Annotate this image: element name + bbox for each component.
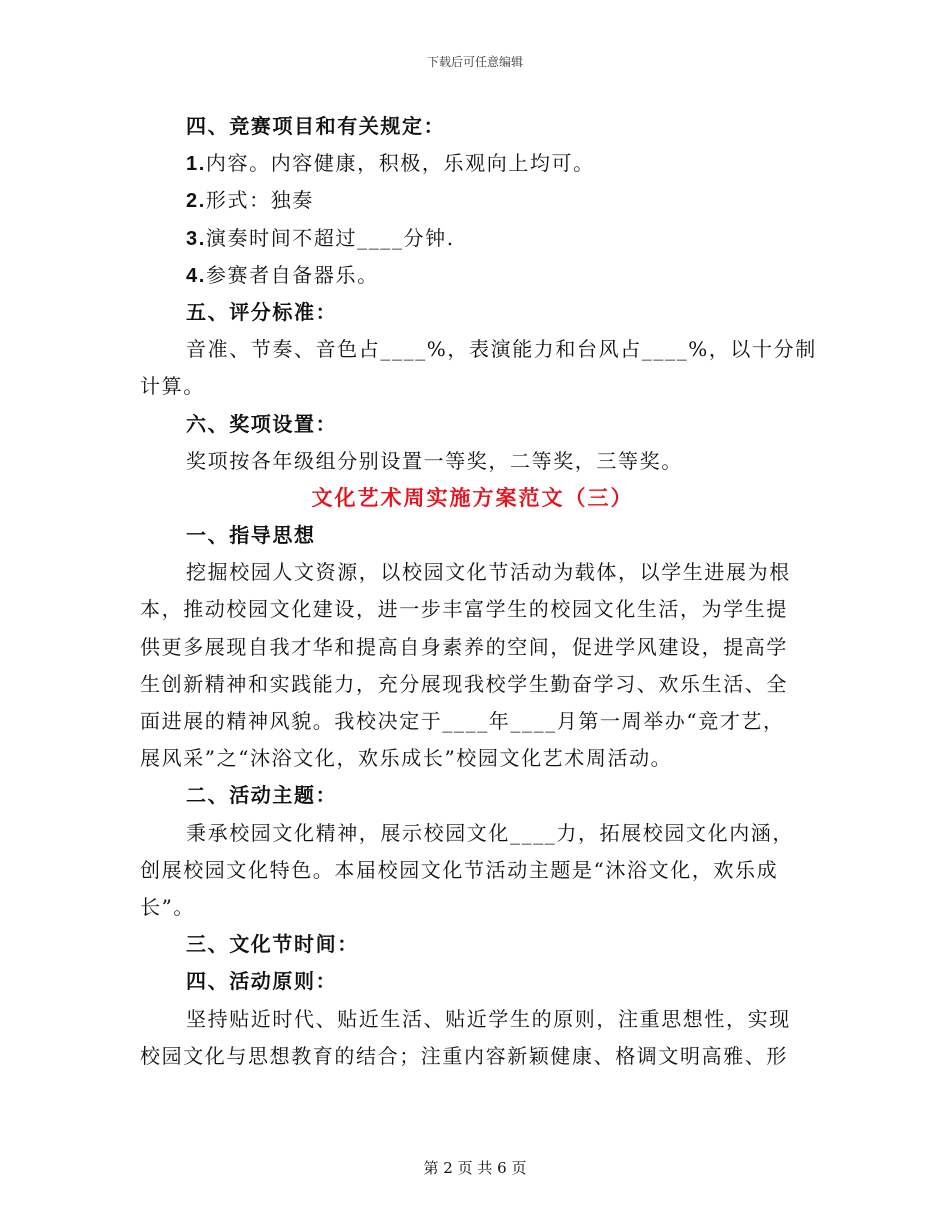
section-heading: 四、竞赛项目和有关规定： bbox=[186, 114, 446, 138]
section-heading: 五、评分标准： bbox=[186, 299, 338, 324]
paragraph-line: 校园文化与思想教育的结合；注重内容新颖健康、格调文明高雅、形 bbox=[140, 1043, 788, 1068]
section-heading: 一、指导思想 bbox=[186, 523, 316, 548]
document-body bbox=[140, 108, 817, 1075]
document-title: 文化艺术周实施方案范文（三） bbox=[311, 485, 634, 510]
rule-item: 4.参赛者自备器乐。 bbox=[186, 262, 379, 287]
rule-item: 1.内容。内容健康，积极，乐观向上均可。 bbox=[186, 151, 595, 176]
section-heading: 六、奖项设置： bbox=[186, 411, 338, 436]
section-heading: 四、活动原则： bbox=[186, 969, 338, 994]
paragraph-line: 本，推动校园文化建设，进一步丰富学生的校园文化生活，为学生提 bbox=[140, 597, 788, 622]
rule-item: 3.演奏时间不超过____分钟. bbox=[186, 225, 455, 250]
page-header: 下载后可任意编辑 bbox=[426, 55, 523, 69]
paragraph-line: 坚持贴近时代、贴近生活、贴近学生的原则，注重思想性，实现 bbox=[186, 1006, 791, 1031]
paragraph-line: 面进展的精神风貌。我校决定于____年____月第一周举办“竞才艺， bbox=[140, 709, 785, 733]
section-heading: 三、文化节时间： bbox=[186, 932, 359, 957]
page-footer: 第 2 页 共 6 页 bbox=[423, 1159, 527, 1177]
paragraph-line: 展风采”之“沐浴文化，欢乐成长”校园文化艺术周活动。 bbox=[140, 746, 673, 771]
paragraph-line: 秉承校园文化精神，展示校园文化____力，拓展校园文化内涵， bbox=[186, 820, 794, 845]
paragraph-line: 供更多展现自我才华和提高自身素养的空间，促进学风建设，提高学 bbox=[140, 634, 788, 659]
paragraph-line: 创展校园文化特色。本届校园文化节活动主题是“沐浴文化，欢乐成 bbox=[140, 857, 779, 882]
paragraph-line: 计算。 bbox=[140, 374, 205, 399]
paragraph-line: 长”。 bbox=[140, 894, 196, 919]
paragraph-line: 音准、节奏、音色占____%，表演能力和台风占____%，以十分制 bbox=[186, 337, 817, 362]
rule-item: 2.形式：独奏 bbox=[186, 188, 314, 213]
paragraph-line: 挖掘校园人文资源，以校园文化节活动为载体，以学生进展为根 bbox=[186, 560, 791, 585]
section-heading: 二、活动主题： bbox=[186, 783, 338, 808]
paragraph-line: 奖项按各年级组分别设置一等奖，二等奖，三等奖。 bbox=[186, 448, 683, 473]
paragraph-line: 生创新精神和实践能力，充分展现我校学生勤奋学习、欢乐生活、全 bbox=[140, 671, 788, 696]
